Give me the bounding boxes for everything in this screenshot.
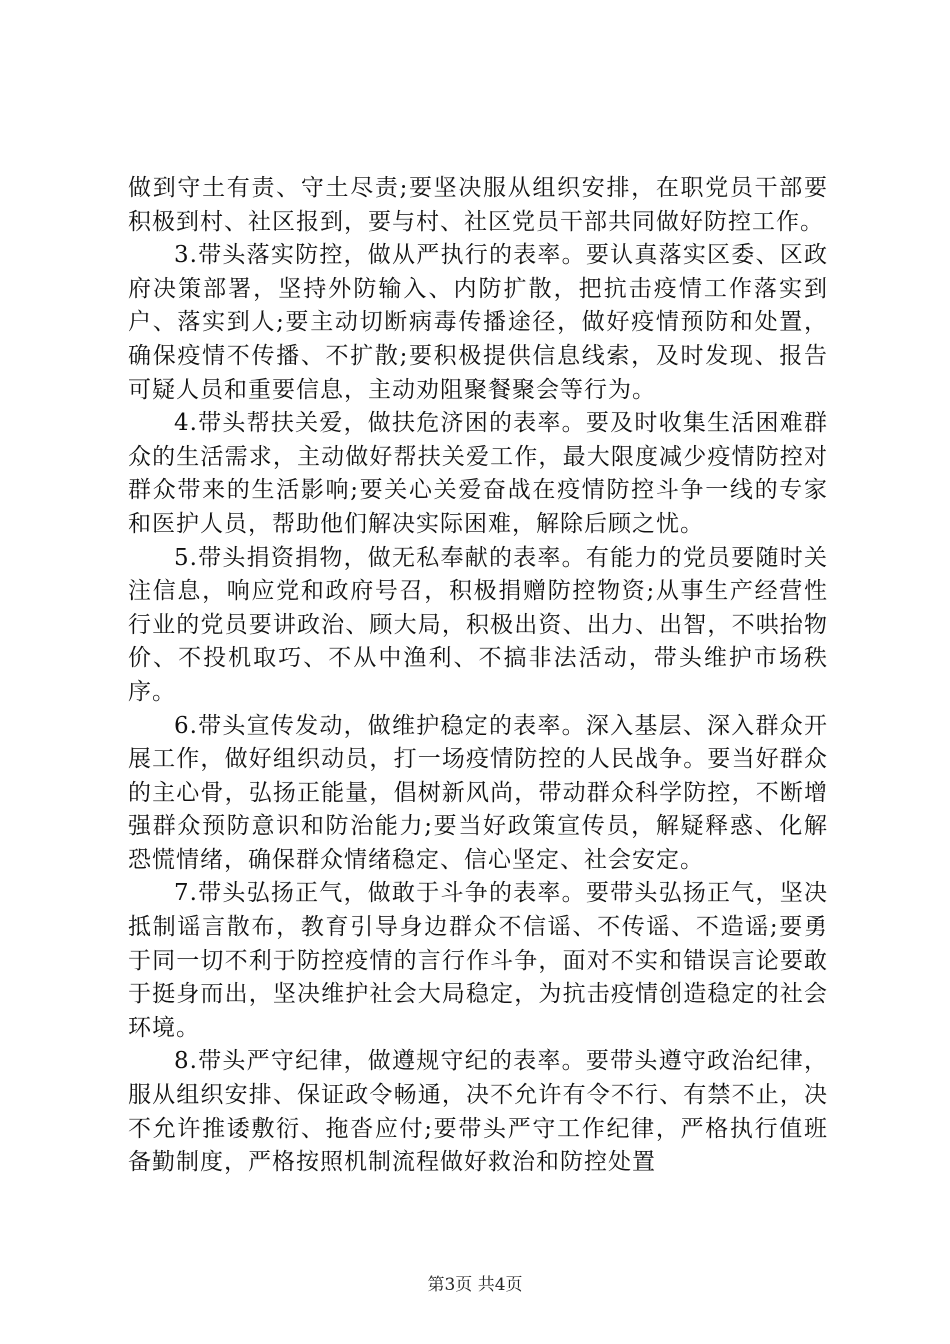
paragraph-item-8: 8.带头严守纪律，做遵规守纪的表率。要带头遵守政治纪律，服从组织安排、保证政令畅通，决不允许有令不行、有禁不止，决不允许推诿敷衍、拖沓应付;要带头严守工作纪律，严格执行值班备勤制度，严格按照机制流程做好救治和防控处置 — [128, 1048, 828, 1176]
page-footer: 第3页 共4页 — [427, 1275, 523, 1295]
paragraph-item-7: 7.带头弘扬正气，做敢于斗争的表率。要带头弘扬正气，坚决抵制谣言散布，教育引导身边群众不信谣、不传谣、不造谣;要勇于同一切不利于防控疫情的言行作斗争，面对不实和错误言论要敢于挺身而出，坚决维护社会大局稳定，为抗击疫情创造稳定的社会环境。 — [128, 880, 828, 1041]
paragraph-item-4: 4.带头帮扶关爱，做扶危济困的表率。要及时收集生活困难群众的生活需求，主动做好帮扶关爱工作，最大限度减少疫情防控对群众带来的生活影响;要关心关爱奋战在疫情防控斗争一线的专家和医护人员，帮助他们解决实际困难，解除后顾之忧。 — [128, 410, 828, 537]
paragraph-item-3: 3.带头落实防控，做从严执行的表率。要认真落实区委、区政府决策部署，坚持外防输入、内防扩散，把抗击疫情工作落实到户、落实到人;要主动切断病毒传播途径，做好疫情预防和处置，确保疫情不传播、不扩散;要积极提供信息线索，及时发现、报告可疑人员和重要信息，主动劝阻聚餐聚会等行为。 — [128, 242, 828, 403]
paragraph-item-6: 6.带头宣传发动，做维护稳定的表率。深入基层、深入群众开展工作，做好组织动员，打一场疫情防控的人民战争。要当好群众的主心骨，弘扬正能量，倡树新风尚，带动群众科学防控，不断增强群众预防意识和防治能力;要当好政策宣传员，解疑释惑、化解恐慌情绪，确保群众情绪稳定、信心坚定、社会安定。 — [128, 712, 828, 873]
paragraph-continuation: 做到守土有责、守土尽责;要坚决服从组织安排，在职党员干部要积极到村、社区报到，要与村、社区党员干部共同做好防控工作。 — [128, 175, 828, 235]
paragraph-item-5: 5.带头捐资捐物，做无私奉献的表率。有能力的党员要随时关注信息，响应党和政府号召，积极捐赠防控物资;从事生产经营性行业的党员要讲政治、顾大局，积极出资、出力、出智，不哄抬物价、不投机取巧、不从中渔利、不搞非法活动，带头维护市场秩序。 — [128, 544, 828, 705]
document-body — [128, 172, 828, 1180]
